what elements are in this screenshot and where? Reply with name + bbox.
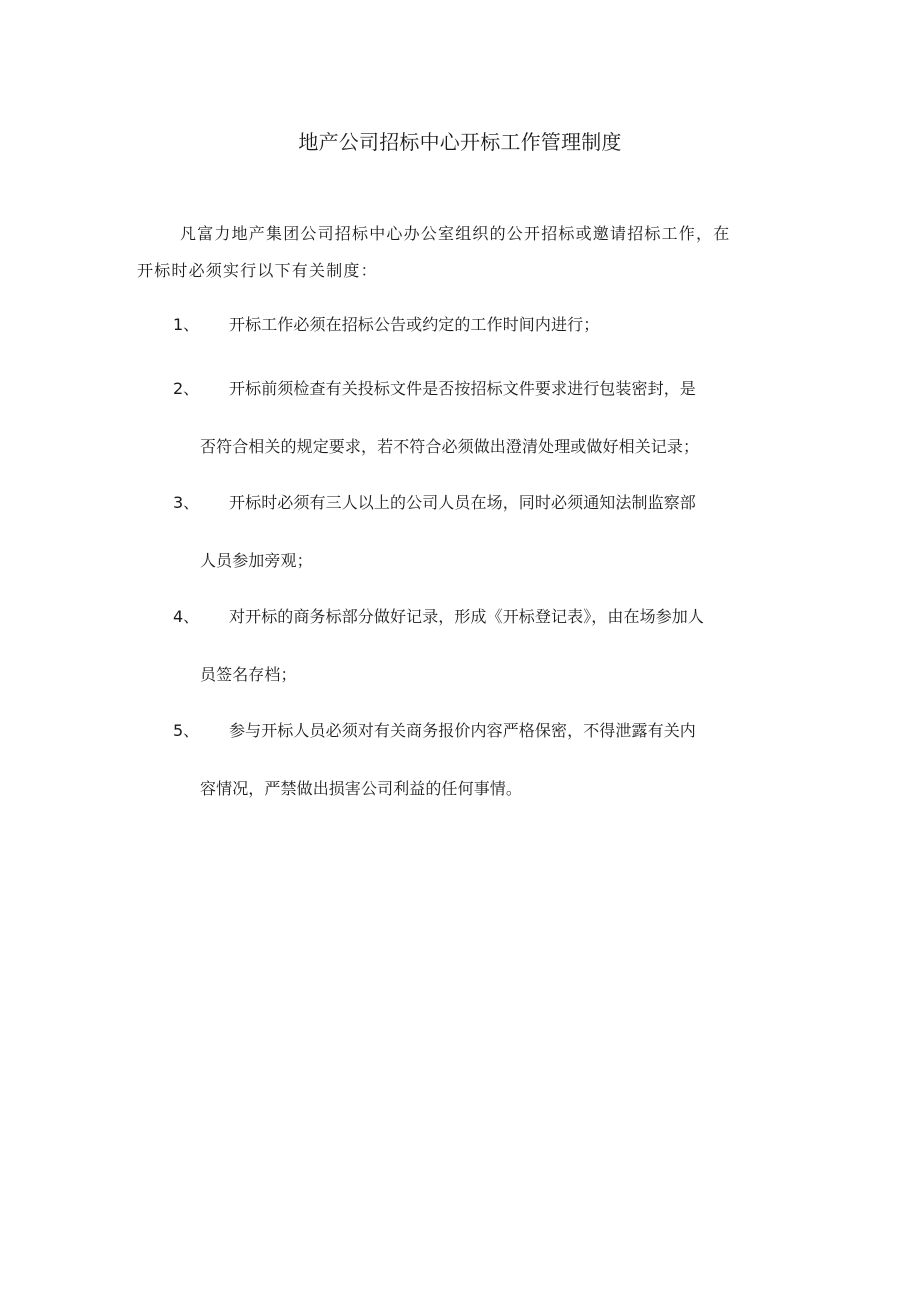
item-text: 开标前须检查有关投标文件是否按招标文件要求进行包装密封，是 <box>229 379 696 398</box>
item-text: 参与开标人员必须对有关商务报价内容严格保密，不得泄露有关内 <box>229 721 696 740</box>
item-text-continued: 员签名存档； <box>200 665 297 684</box>
item-text-continued: 否符合相关的规定要求，若不符合必须做出澄清处理或做好相关记录； <box>200 437 700 456</box>
item-number: 4、 <box>173 607 200 626</box>
item-number: 2、 <box>173 379 200 398</box>
intro-line: 开标时必须实行以下有关制度： <box>137 261 378 280</box>
document-title: 地产公司招标中心开标工作管理制度 <box>298 130 622 154</box>
item-text-continued: 容情况，严禁做出损害公司利益的任何事情。 <box>200 779 523 798</box>
item-text: 开标工作必须在招标公告或约定的工作时间内进行； <box>229 315 600 334</box>
item-number: 3、 <box>173 493 200 512</box>
intro-line: 凡富力地产集团公司招标中心办公室组织的公开招标或邀请招标工作，在 <box>180 224 731 243</box>
item-text: 开标时必须有三人以上的公司人员在场，同时必须通知法制监察部 <box>229 493 696 512</box>
item-number: 1、 <box>173 315 200 334</box>
item-text: 对开标的商务标部分做好记录，形成《开标登记表》，由在场参加人 <box>229 607 705 626</box>
item-text-continued: 人员参加旁观； <box>200 551 313 570</box>
item-number: 5、 <box>173 721 200 740</box>
